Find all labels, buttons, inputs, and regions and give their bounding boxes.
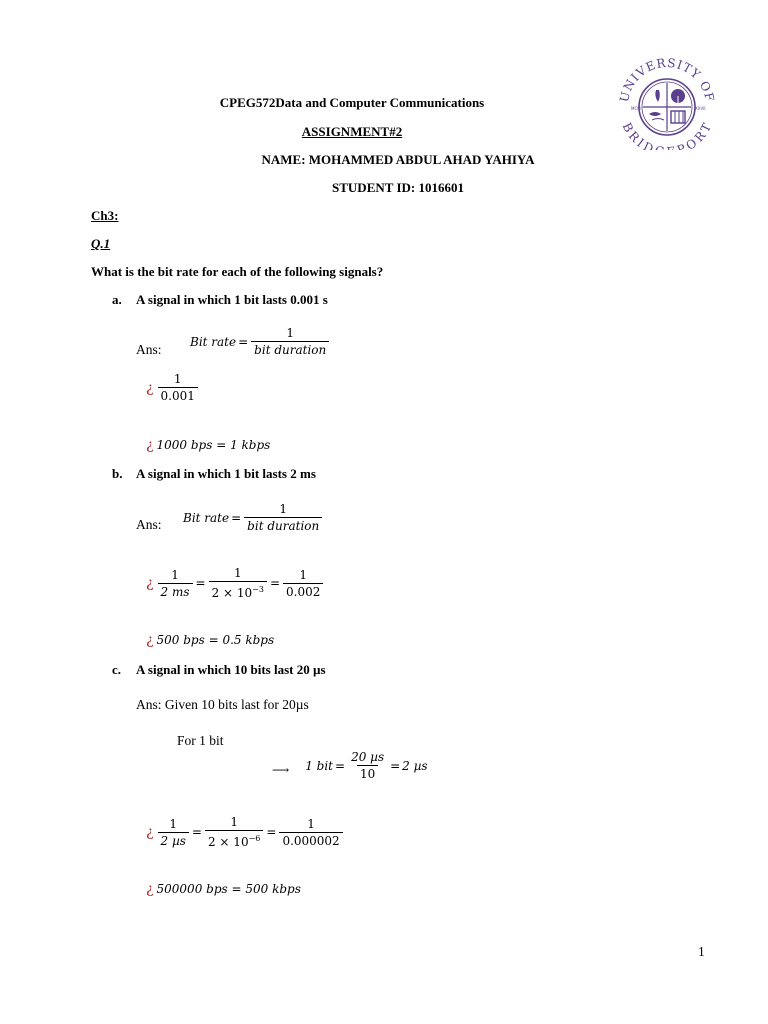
step-fraction-2: $\frac{1}{2 \times 10^{-3}}$	[209, 566, 267, 600]
formula-lhs: Bit rate	[183, 510, 230, 525]
math-glyph: ¿	[146, 632, 154, 648]
student-id: STUDENT ID: 1016601	[332, 180, 464, 195]
university-logo	[614, 56, 720, 150]
svg-text:MCM: MCM	[631, 106, 641, 111]
part-c-for-one-bit: For 1 bit	[177, 733, 224, 748]
math-glyph: ¿	[146, 379, 154, 396]
math-glyph: ¿	[146, 575, 154, 591]
step-fraction-1: $\frac{1}{\text{2 µs}}$	[158, 817, 189, 848]
chapter-label: Ch3:	[91, 208, 119, 223]
part-c-result	[146, 881, 301, 897]
svg-text:BRIDGEPORT: BRID PORT	[619, 120, 715, 150]
part-a-formula: Bit rate = $\frac{1}{\text{bit duration}}$	[190, 326, 330, 357]
part-c-title: A signal in which 10 bits last 20 µs	[136, 662, 326, 677]
part-a-title: A signal in which 1 bit lasts 0.001 s	[136, 292, 328, 307]
svg-text:UNIVERSITY OF: UNIVERSITY OF	[617, 56, 717, 104]
part-a-result	[146, 437, 270, 453]
bit-rhs: 2 µs	[402, 758, 428, 773]
part-b-result	[146, 632, 274, 648]
question-text: What is the bit rate for each of the following signals?	[91, 264, 384, 279]
step-fraction-3: $\frac{1}{0.002}$	[283, 568, 323, 599]
part-b-formula: Bit rate = $\frac{1}{\text{bit duration}}$	[183, 502, 323, 533]
formula-lhs: Bit rate	[190, 334, 237, 349]
part-c-bit-eq: ⟶ 1 bit = $\frac{\text{20 µs}}{10}$ = 2 µs	[272, 750, 428, 781]
part-c-letter: c.	[112, 662, 122, 677]
step-fraction-1: $\frac{1}{2 ms}$	[158, 568, 193, 599]
part-b-letter: b.	[112, 466, 123, 481]
part-c-ans-text: Ans: Given 10 bits last for 20µs	[136, 697, 309, 712]
bit-fraction: $\frac{\text{20 µs}}{10}$	[351, 750, 385, 781]
svg-text:XXVII: XXVII	[695, 106, 706, 111]
step1-fraction: $\frac{1}{0.001}$	[158, 372, 198, 403]
result-text: 500 bps = 0.5 kbps	[156, 633, 275, 647]
student-name: NAME: MOHAMMED ABDUL AHAD YAHIYA	[261, 152, 535, 167]
bit-lhs: 1 bit	[305, 758, 333, 773]
math-glyph: ¿	[146, 881, 154, 897]
right-arrow-icon: ⟶	[272, 762, 290, 777]
part-b-steps: ¿ $\frac{1}{2 ms}$ = $\frac{1}{2 \times 10^{-3}}$ = $\frac{1}{0.002}$	[146, 566, 324, 600]
part-b-title: A signal in which 1 bit lasts 2 ms	[136, 466, 316, 481]
university-seal-icon	[614, 56, 720, 150]
result-text: 1000 bps = 1 kbps	[156, 438, 271, 452]
part-a-step1	[146, 372, 199, 403]
math-glyph: ¿	[146, 437, 154, 453]
part-a-ans-label: Ans:	[136, 342, 162, 357]
assignment-title: ASSIGNMENT#2	[301, 124, 403, 139]
result-text: 500000 bps = 500 kbps	[156, 882, 301, 896]
question-label: Q.1	[91, 236, 111, 251]
part-a-letter: a.	[112, 292, 122, 307]
math-glyph: ¿	[146, 824, 154, 840]
formula-fraction: $\frac{1}{\text{bit duration}}$	[244, 502, 322, 533]
part-c-steps: ¿ $\frac{1}{\text{2 µs}}$ = $\frac{1}{2 \times 10^{-6}}$ = $\frac{1}{0.000002}$	[146, 815, 344, 849]
part-b-ans-label: Ans:	[136, 517, 162, 532]
step-fraction-2: $\frac{1}{2 \times 10^{-6}}$	[205, 815, 263, 849]
formula-fraction: $\frac{1}{\text{bit duration}}$	[251, 326, 329, 357]
page-number: 1	[698, 944, 705, 959]
step-fraction-3: $\frac{1}{0.000002}$	[279, 817, 342, 848]
course-title: CPEG572Data and Computer Communications	[219, 95, 485, 110]
